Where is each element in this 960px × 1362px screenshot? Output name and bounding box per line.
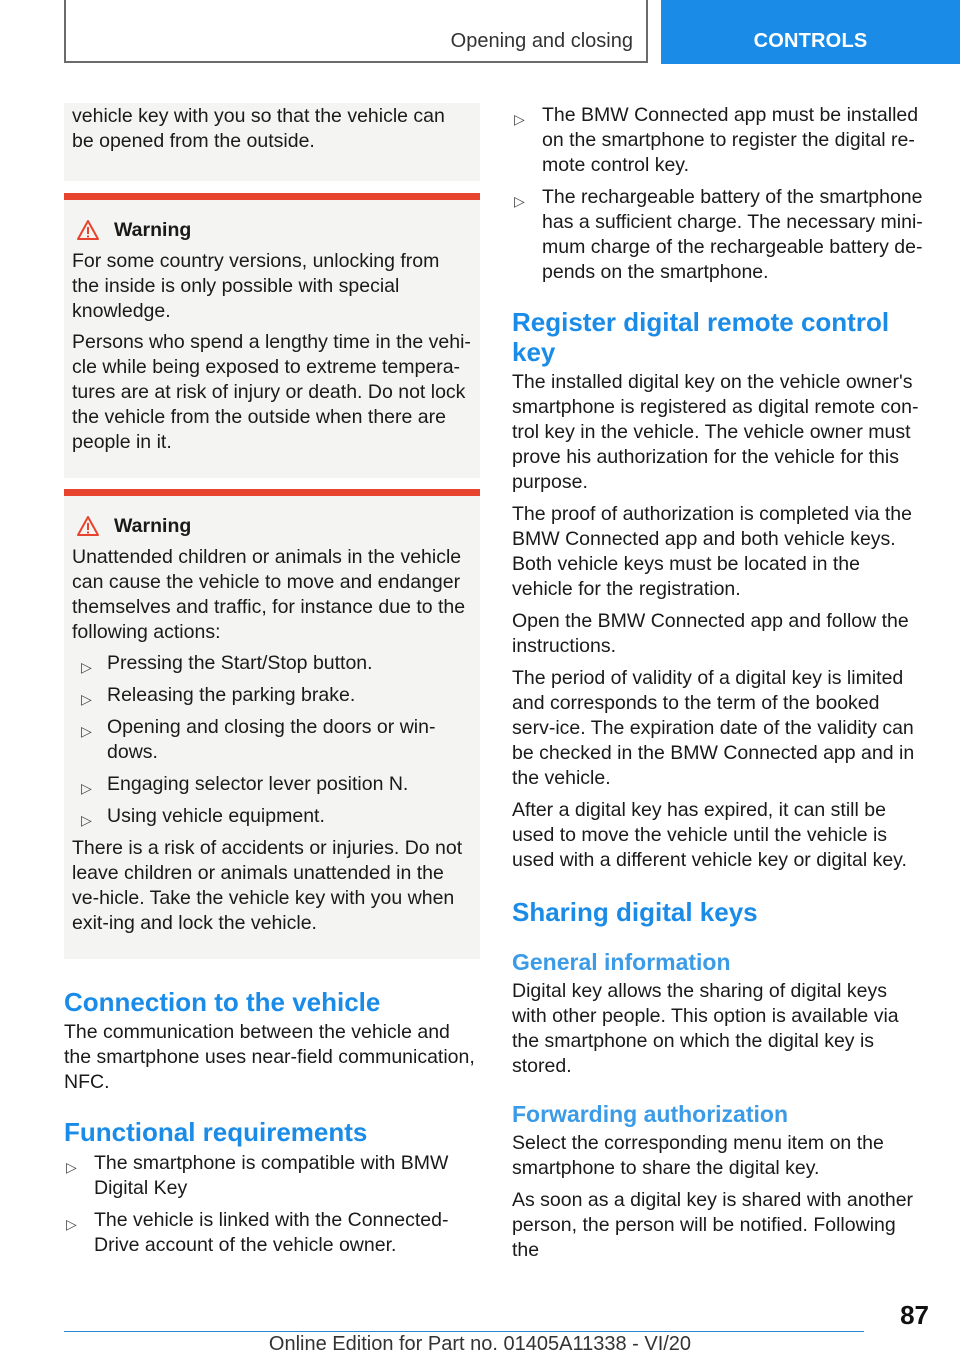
requirements-list (64, 1151, 480, 1258)
section-title: Opening and closing (450, 30, 633, 52)
page-header (0, 0, 960, 66)
section-tab (64, 0, 648, 63)
footer-divider (64, 1331, 864, 1332)
note-box-continued (64, 103, 480, 181)
chapter-title: CONTROLS (753, 30, 868, 52)
warning-triangle-icon (76, 219, 100, 241)
bullet-triangle-icon: ▷ (66, 1216, 77, 1232)
warning-text: Persons who spend a lengthy time in the vehi-cle while being exposed to extreme tempera-tures are at risk of injury or death. Do not lock the vehicle from the outside when there are people in it. (72, 331, 471, 453)
bullet-triangle-icon: ▷ (81, 691, 92, 707)
body-text: The installed digital key on the vehicle owner's smartphone is registered as digital remote con-trol key in the vehicle. The vehicle owner must prove his authorization for the vehicle for this purpose. (512, 371, 919, 493)
page-number: 87 (900, 1300, 929, 1330)
body-text: Open the BMW Connected app and follow the instructions. (512, 610, 909, 657)
body-text: Select the corresponding menu item on the smartphone to share the digital key. (512, 1132, 884, 1179)
warning-heading (72, 218, 471, 242)
list-item: ▷ Using vehicle equipment. (72, 804, 471, 829)
bullet-triangle-icon: ▷ (81, 659, 92, 675)
warning-text: For some country versions, unlocking from the inside is only possible with special knowledge. (72, 250, 440, 322)
body-text: Digital key allows the sharing of digital keys with other people. This option is available via the smartphone on which the digital key is stored. (512, 980, 899, 1077)
body-text: After a digital key has expired, it can still be used to move the vehicle until the vehicle is used with a different vehicle key or digital key. (512, 799, 907, 871)
bullet-triangle-icon: ▷ (66, 1159, 77, 1175)
heading-sharing-keys: Sharing digital keys (512, 897, 758, 927)
list-item: ▷ The smartphone is compatible with BMW Digital Key (66, 1152, 449, 1199)
left-column (64, 103, 480, 1265)
list-item: ▷ Opening and closing the doors or win-dows. (81, 716, 436, 763)
warning-text: There is a risk of accidents or injuries. Do not leave children or animals unattended in the ve-hicle. Take the vehicle key with you when exit-ing and lock the vehicle. (72, 837, 463, 934)
body-text: The period of validity of a digital key is limited and corresponds to the term of the booked serv-ice. The expiration date of the validity can be checked in the BMW Connected app and in the vehicle. (512, 667, 915, 789)
body-text: As soon as a digital key is shared with another person, the person will be notified. Following the (512, 1189, 914, 1261)
list-item: ▷ The rechargeable battery of the smartphone has a sufficient charge. The necessary mini-mum charge of the rechargeable battery de-pends on the smartphone. (514, 186, 923, 283)
bullet-triangle-icon: ▷ (81, 812, 92, 828)
warning-title: Warning (114, 514, 192, 537)
edition-text: Online Edition for Part no. 01405A11338 - VI/20 (268, 1333, 692, 1355)
list-item: ▷ The BMW Connected app must be installed on the smartphone to register the digital re-mote control key. (514, 104, 919, 176)
warning-text: Unattended children or animals in the vehicle can cause the vehicle to move and endanger themselves and traffic, for instance due to the following actions: (72, 546, 466, 643)
bullet-triangle-icon: ▷ (514, 111, 525, 127)
body-text: The communication between the vehicle and the smartphone uses near-field communication, NFC. (64, 1021, 475, 1093)
heading-connection: Connection to the vehicle (64, 987, 381, 1017)
body-text: The proof of authorization is completed via the BMW Connected app and both vehicle keys. Both vehicle keys must be located in the vehicle for the registration. (512, 503, 912, 600)
subheading-forwarding-authorization: Forwarding authorization (512, 1101, 788, 1127)
bullet-triangle-icon: ▷ (81, 780, 92, 796)
warning-triangle-icon (76, 515, 100, 537)
warning-heading (72, 514, 471, 538)
list-item: ▷ Pressing the Start/Stop button. (72, 651, 471, 676)
right-column (512, 103, 924, 1263)
warning-box-1 (64, 193, 480, 478)
list-item: ▷ Engaging selector lever position N. (72, 772, 471, 797)
warning-title: Warning (114, 218, 192, 241)
list-item: ▷ Releasing the parking brake. (72, 683, 471, 708)
list-item: ▷ The vehicle is linked with the Connected-Drive account of the vehicle owner. (66, 1209, 449, 1256)
heading-functional-requirements: Functional requirements (64, 1117, 368, 1147)
requirements-list-continued (512, 103, 924, 285)
bullet-triangle-icon: ▷ (514, 193, 525, 209)
chapter-tab (661, 0, 960, 64)
bullet-triangle-icon: ▷ (81, 723, 92, 739)
warning-action-list (72, 651, 471, 829)
heading-register-key: Register digital remote control key (512, 307, 890, 367)
subheading-general-information: General information (512, 949, 731, 975)
note-text: vehicle key with you so that the vehicle can be opened from the outside. (72, 105, 445, 152)
warning-box-2 (64, 489, 480, 959)
